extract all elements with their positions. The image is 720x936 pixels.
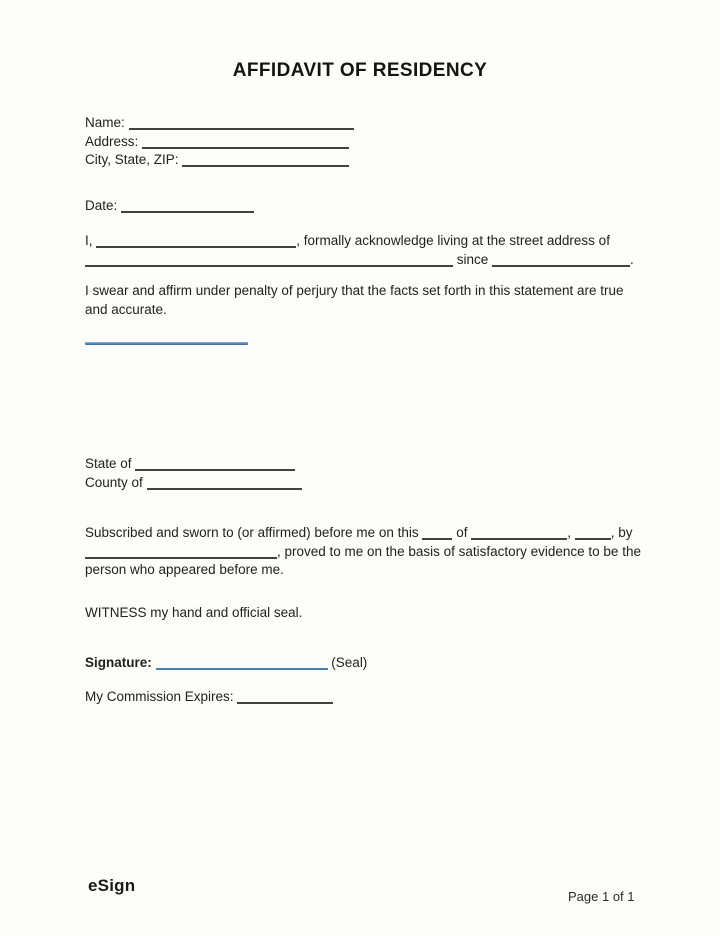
venue-block: [85, 455, 302, 492]
esign-logo: eSign: [88, 876, 136, 895]
seal-suffix: (Seal): [331, 655, 368, 670]
month-blank: [471, 530, 567, 540]
ack-middle: , formally acknowledge living at the street address of: [296, 233, 610, 248]
commission-date-blank: [237, 694, 333, 704]
name-blank-line: [129, 120, 354, 130]
sworn-part1: Subscribed and sworn to (or affirmed) before me on this: [85, 525, 419, 540]
affiant-name-blank: [96, 238, 296, 248]
page-indicator: Page 1 of 1: [568, 889, 635, 904]
sworn-name-blank: [85, 549, 277, 559]
ack-prefix: I,: [85, 233, 93, 248]
state-of-row: [85, 455, 302, 474]
ack-since-word: since: [456, 252, 489, 267]
address-label: Address:: [85, 133, 139, 149]
sworn-of: of: [456, 525, 468, 540]
residency-date-blank: [492, 257, 630, 267]
sworn-by: by: [618, 525, 633, 540]
ack-period: .: [630, 252, 634, 267]
witness-line: WITNESS my hand and official seal.: [85, 605, 303, 620]
perjury-paragraph: I swear and affirm under penalty of perjury that the facts set forth in this statement are true and accurate.: [85, 283, 624, 317]
address-row: [85, 133, 354, 152]
county-of-row: [85, 474, 302, 493]
city-state-zip-row: [85, 151, 354, 170]
affiant-signature-field[interactable]: [85, 342, 248, 345]
notary-signature-field[interactable]: [156, 660, 328, 670]
year-blank: [575, 530, 611, 540]
sworn-part2: , proved to me on the basis of satisfactory evidence to be the person who appeared before me.: [85, 543, 641, 577]
county-of-label: County of: [85, 474, 143, 490]
page-title: AFFIDAVIT OF RESIDENCY: [232, 60, 488, 81]
signature-label: Signature:: [85, 655, 152, 670]
date-row: [85, 198, 254, 213]
commission-label: My Commission Expires:: [85, 689, 234, 704]
notary-signature-row: [85, 655, 367, 670]
commission-row: [85, 689, 333, 704]
city-state-zip-blank-line: [182, 157, 349, 167]
address-blank-line: [142, 139, 349, 149]
date-blank-line: [121, 203, 254, 213]
street-address-blank: [85, 257, 453, 267]
name-row: [85, 114, 354, 133]
name-label: Name:: [85, 115, 125, 130]
sworn-comma2: ,: [610, 525, 615, 540]
state-blank-line: [135, 461, 295, 471]
state-of-label: State of: [85, 456, 132, 471]
sworn-comma1: ,: [567, 525, 571, 540]
notary-acknowledgment-paragraph: [85, 524, 645, 580]
city-state-zip-label: City, State, ZIP:: [85, 152, 179, 167]
date-label: Date:: [85, 198, 118, 213]
acknowledgment-paragraph: [85, 231, 641, 269]
county-blank-line: [147, 480, 302, 490]
day-blank: [422, 530, 452, 540]
identity-block: [85, 114, 354, 170]
